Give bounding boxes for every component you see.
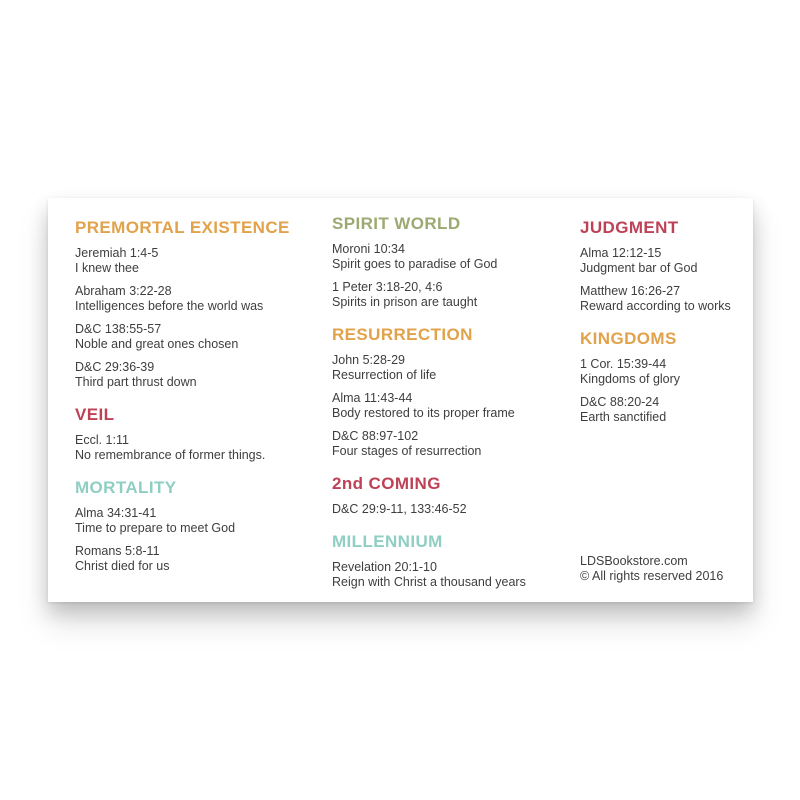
section-title-millennium: MILLENNIUM bbox=[332, 532, 443, 551]
scripture-entry bbox=[75, 360, 315, 390]
scripture-description: Earth sanctified bbox=[580, 410, 667, 424]
scripture-reference: D&C 88:97-102 bbox=[332, 429, 419, 443]
card-column-2 bbox=[332, 214, 576, 598]
scripture-reference: D&C 138:55-57 bbox=[75, 322, 162, 336]
scripture-entry bbox=[332, 429, 576, 459]
scripture-reference: 1 Cor. 15:39-44 bbox=[580, 357, 667, 371]
scripture-description: Spirits in prison are taught bbox=[332, 295, 478, 309]
scripture-entry bbox=[75, 246, 315, 276]
section-title-premortal-existence: PREMORTAL EXISTENCE bbox=[75, 218, 290, 237]
scripture-entry bbox=[75, 284, 315, 314]
scripture-entry bbox=[332, 353, 576, 383]
scripture-reference: Alma 34:31-41 bbox=[75, 506, 157, 520]
card-column-1 bbox=[75, 218, 315, 582]
scripture-description: Intelligences before the world was bbox=[75, 299, 264, 313]
scripture-description: Time to prepare to meet God bbox=[75, 521, 236, 535]
scripture-reference: D&C 29:36-39 bbox=[75, 360, 155, 374]
scripture-entry bbox=[332, 502, 576, 517]
scripture-reference: D&C 29:9-11, 133:46-52 bbox=[332, 502, 467, 516]
scripture-reference: Romans 5:8-11 bbox=[75, 544, 160, 558]
scripture-description: Reward according to works bbox=[580, 299, 731, 313]
scripture-reference: Matthew 16:26-27 bbox=[580, 284, 681, 298]
section-title-resurrection: RESURRECTION bbox=[332, 325, 473, 344]
section-title-judgment: JUDGMENT bbox=[580, 218, 679, 237]
scripture-description: I knew thee bbox=[75, 261, 139, 275]
scripture-reference: D&C 88:20-24 bbox=[580, 395, 660, 409]
scripture-description: Resurrection of life bbox=[332, 368, 437, 382]
section-title-spirit-world: SPIRIT WORLD bbox=[332, 214, 461, 233]
section-title-veil: VEIL bbox=[75, 405, 115, 424]
scripture-description: Third part thrust down bbox=[75, 375, 197, 389]
section-title-kingdoms: KINGDOMS bbox=[580, 329, 677, 348]
scripture-description: Spirit goes to paradise of God bbox=[332, 257, 498, 271]
scripture-entry bbox=[580, 395, 765, 425]
scripture-reference-card bbox=[48, 198, 753, 602]
scripture-entry bbox=[75, 506, 315, 536]
scripture-description: Christ died for us bbox=[75, 559, 170, 573]
scripture-reference: Abraham 3:22-28 bbox=[75, 284, 172, 298]
scripture-reference: Alma 11:43-44 bbox=[332, 391, 413, 405]
card-column-3 bbox=[580, 218, 765, 433]
section-title-2nd-coming: 2nd COMING bbox=[332, 474, 441, 493]
scripture-reference: 1 Peter 3:18-20, 4:6 bbox=[332, 280, 443, 294]
scripture-reference: Revelation 20:1-10 bbox=[332, 560, 437, 574]
scripture-description: Body restored to its proper frame bbox=[332, 406, 515, 420]
scripture-entry bbox=[332, 242, 576, 272]
scripture-reference: Alma 12:12-15 bbox=[580, 246, 662, 260]
scripture-reference: Moroni 10:34 bbox=[332, 242, 405, 256]
scripture-description: Four stages of resurrection bbox=[332, 444, 482, 458]
scripture-entry bbox=[75, 433, 315, 463]
scripture-description: Noble and great ones chosen bbox=[75, 337, 239, 351]
scripture-description: Judgment bar of God bbox=[580, 261, 698, 275]
scripture-entry bbox=[75, 544, 315, 574]
scripture-description: No remembrance of former things. bbox=[75, 448, 266, 462]
scripture-description: Kingdoms of glory bbox=[580, 372, 681, 386]
scripture-entry bbox=[580, 357, 765, 387]
scripture-description: Reign with Christ a thousand years bbox=[332, 575, 526, 589]
footer-copyright: © All rights reserved 2016 bbox=[580, 569, 724, 583]
card-footer bbox=[580, 554, 723, 584]
scripture-entry bbox=[580, 246, 765, 276]
scripture-entry bbox=[332, 560, 576, 590]
scripture-entry bbox=[332, 391, 576, 421]
scripture-reference: John 5:28-29 bbox=[332, 353, 405, 367]
scripture-entry bbox=[75, 322, 315, 352]
scripture-entry bbox=[332, 280, 576, 310]
scripture-entry bbox=[580, 284, 765, 314]
scripture-reference: Eccl. 1:11 bbox=[75, 433, 129, 447]
scripture-reference: Jeremiah 1:4-5 bbox=[75, 246, 159, 260]
footer-site-name: LDSBookstore.com bbox=[580, 554, 688, 568]
section-title-mortality: MORTALITY bbox=[75, 478, 177, 497]
